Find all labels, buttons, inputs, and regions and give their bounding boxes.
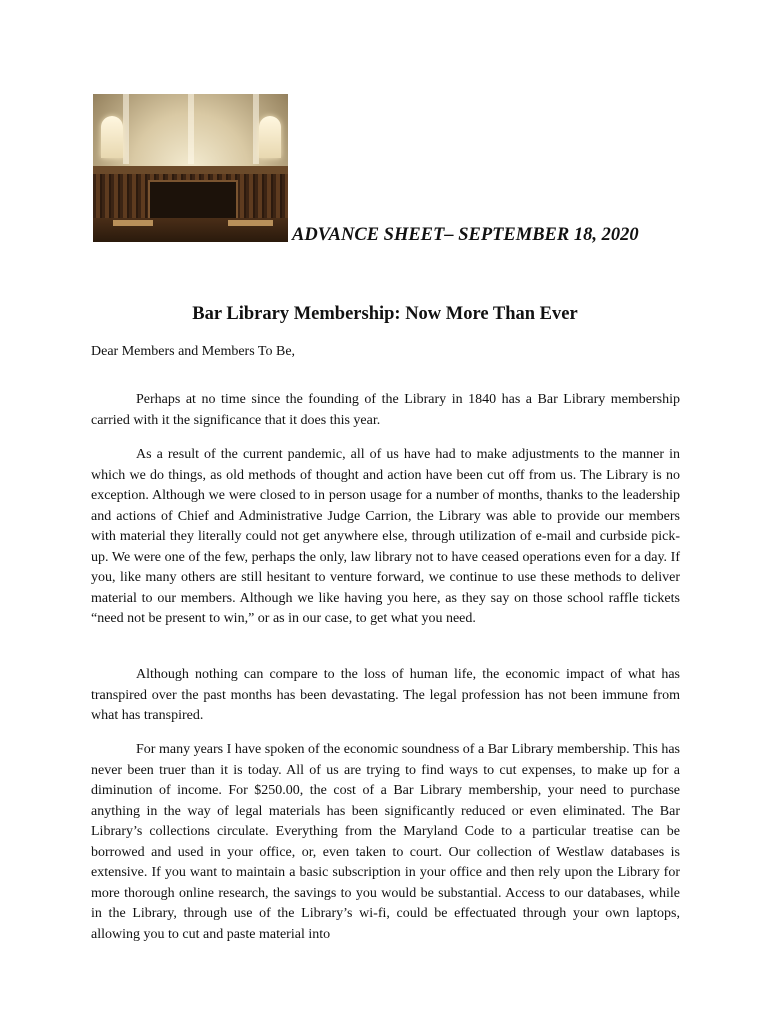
article-headline: Bar Library Membership: Now More Than Ever (192, 304, 578, 324)
reading-table (228, 220, 273, 226)
body-paragraph: For many years I have spoken of the economic soundness of a Bar Library membership. This has never been truer than it is today. All of us are trying to find ways to cut expenses, to make up for a diminution of income. For $250.00, the cost of a Bar Library membership, your need to purchase anything in the way of legal materials has been significantly reduced or even eliminated. The Bar Library’s collections circulate. Everything from the Maryland Code to a particular treatise can be borrowed and used in your office, or, even taken to court. Our collection of Westlaw databases is extensive. If you want to maintain a basic subscription in your office and then rely upon the Library for more thorough online research, the savings to you would be substantial. Access to our databases, while in the Library, through use of the Library’s wi-fi, could be effectuated through your own laptops, allowing you to cut and paste material into (91, 742, 680, 942)
center-bookcase (148, 180, 238, 220)
gallery-railing (93, 166, 288, 174)
arched-window (101, 116, 123, 158)
ceiling-rib (123, 94, 129, 164)
ceiling-rib (188, 94, 194, 164)
advance-sheet-title: ADVANCE SHEET– SEPTEMBER 18, 2020 (292, 225, 639, 245)
body-paragraph: Although nothing can compare to the loss of human life, the economic impact of what has transpired over the past months has been devastating. The legal profession has not been immune from what has transpired. (91, 667, 680, 723)
body-paragraph: As a result of the current pandemic, all of us have had to make adjustments to the manner in which we do things, as old methods of thought and action have been cut off from us. The Library is no exception. Although we were closed to in person usage for a number of months, thanks to the leadership and actions of Chief and Administrative Judge Carrion, the Library was able to provide our members with material they literally could not get anywhere else, through utilization of e-mail and curbside pick-up. We were one of the few, perhaps the only, law library not to have ceased operations even for a day. If you, like many others are still hesitant to venture forward, we continue to use these methods to deliver material to our members. Although we like having you here, as they say on those school raffle tickets “need not be present to win,” or as in our case, to get what you need. (91, 447, 680, 626)
body-paragraph: Perhaps at no time since the founding of the Library in 1840 has a Bar Library membership carried with it the significance that it does this year. (91, 392, 680, 428)
arched-window (259, 116, 281, 158)
salutation: Dear Members and Members To Be, (91, 344, 296, 359)
reading-table (113, 220, 153, 226)
library-reading-room-photo (93, 94, 288, 242)
